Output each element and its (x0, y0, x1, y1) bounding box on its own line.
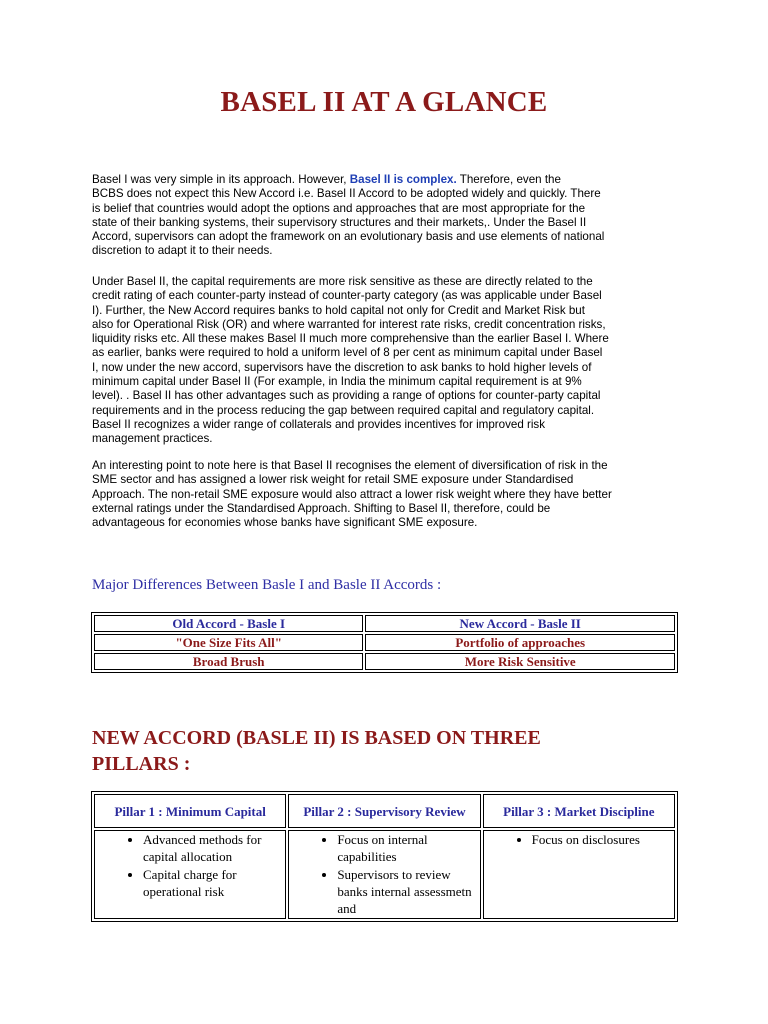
intro-paragraph (92, 173, 684, 259)
basel-ii-complex-highlight: Basel II is complex. (349, 173, 457, 186)
pillar-1-list (95, 831, 285, 900)
table-row (94, 634, 675, 651)
page-title: BASEL II AT A GLANCE (220, 86, 548, 118)
table-row (94, 615, 675, 632)
list-item: • Focus on disclosures (532, 831, 674, 848)
pillar-3-header: Pillar 3 : Market Discipline (483, 794, 675, 828)
pillar-2-list (289, 831, 479, 917)
pillar-1-cell (94, 830, 286, 919)
new-accord-header: New Accord - Basle II (365, 615, 675, 632)
table-row (94, 794, 675, 828)
pillar-2-header: Pillar 2 : Supervisory Review (288, 794, 480, 828)
pillar-3-cell (483, 830, 675, 919)
pillars-table (91, 791, 678, 922)
capital-requirements-paragraph: Under Basel II, the capital requirements are more risk sensitive as these are directly related to the credit rating of each counter-party instead of counter-party category (as was applicable under Basel I). Further, the New Accord requires banks to hold capital not only for Credit and Market Risk but also for Operational Risk (OR) and where warranted for interest rate risks, credit concentration risks, liquidity risks etc. All these makes Basel II much more comprehensive than the earlier Basel I. Where as earlier, banks were required to hold a uniform level of 8 per cent as minimum capital under Basel I, now under the new accord, supervisors have the discretion to ask banks to hold higher levels of minimum capital under Basel II (For example, in India the minimum capital requirement is at 9% level). . Basel II has other advantages such as providing a range of options for counter-party capital requirements and in the process reducing the gap between required capital and regulatory capital. Basel II recognizes a wider range of collaterals and provides incentives for improved risk management practices. (92, 275, 609, 446)
pillar-2-cell (288, 830, 480, 919)
list-item: • Capital charge for operational risk (143, 866, 285, 900)
differences-table (91, 612, 678, 673)
table-cell: Broad Brush (94, 653, 363, 670)
pillar-3-list (484, 831, 674, 848)
table-row (94, 830, 675, 919)
list-item: • Advanced methods for capital allocation (143, 831, 285, 865)
list-item: • Supervisors to review banks internal assessmetn and (337, 866, 479, 917)
table-cell: Portfolio of approaches (365, 634, 675, 651)
list-item: • Focus on internal capabilities (337, 831, 479, 865)
intro-text-after: Therefore, even the BCBS does not expect this New Accord i.e. Basel II Accord to be adopted widely and quickly. There is belief that countries would adopt the options and approaches that are most appropriate for the state of their banking systems, their supervisory structures and their markets,. Under the Basel II Accord, supervisors can adopt the framework on an evolutionary basis and use elements of national discretion to adapt it to their needs. (92, 173, 605, 258)
old-accord-header: Old Accord - Basle I (94, 615, 363, 632)
differences-heading: Major Differences Between Basle I and Basle II Accords : (92, 577, 442, 593)
intro-text-before: Basel I was very simple in its approach. However, (92, 173, 350, 186)
table-cell: More Risk Sensitive (365, 653, 675, 670)
table-row (94, 653, 675, 670)
pillar-1-header: Pillar 1 : Minimum Capital (94, 794, 286, 828)
table-cell: "One Size Fits All" (94, 634, 363, 651)
pillars-heading: NEW ACCORD (BASLE II) IS BASED ON THREE PILLARS : (92, 727, 541, 775)
sme-paragraph: An interesting point to note here is that Basel II recognises the element of diversification of risk in the SME sector and has assigned a lower risk weight for retail SME exposure under Standardised Approach. The non-retail SME exposure would also attract a lower risk weight where they have better external ratings under the Standardised Approach. Shifting to Basel II, therefore, could be advantageous for economies whose banks have significant SME exposure. (92, 459, 612, 530)
